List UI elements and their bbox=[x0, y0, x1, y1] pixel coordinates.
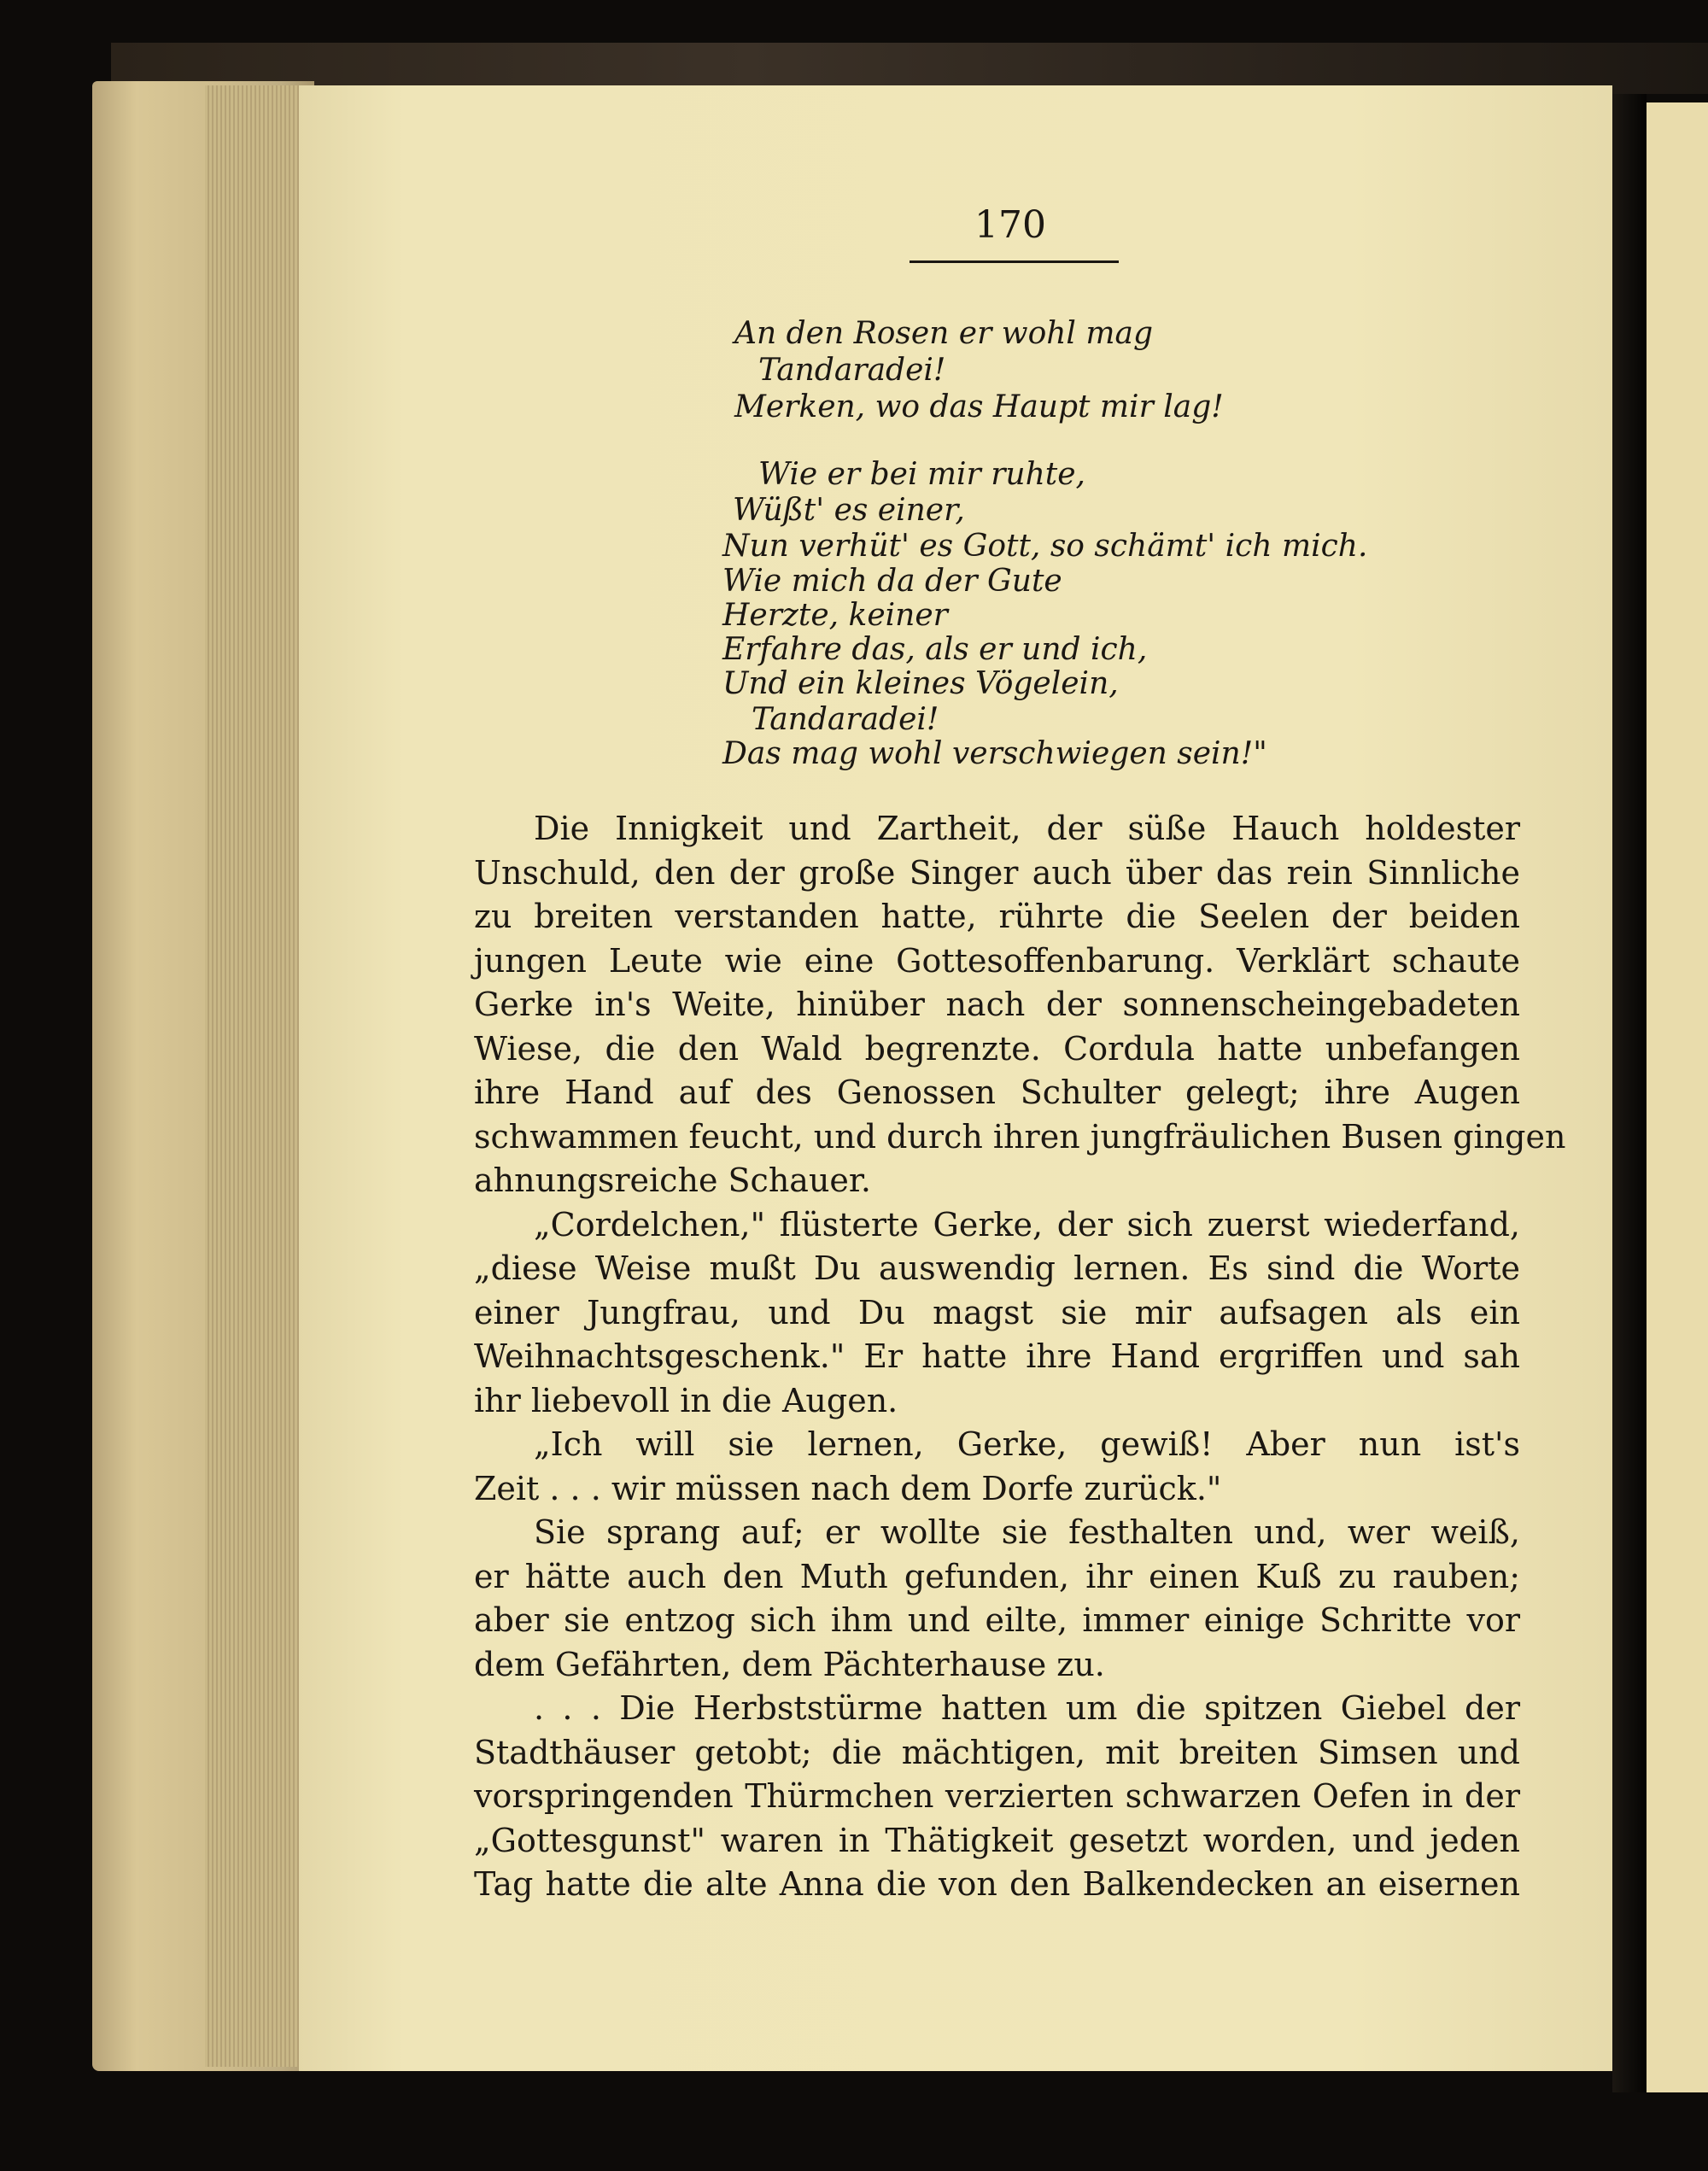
page-number: 170 bbox=[974, 203, 1046, 247]
poem-line: Wie mich da der Gute bbox=[722, 564, 1062, 599]
text-line: Unschuld, den der große Singer auch über das rein Sinnliche bbox=[474, 853, 1520, 892]
text-line: Wiese, die den Wald begrenzte. Cordula hatte unbefangen bbox=[474, 1029, 1520, 1068]
poem-line: An den Rosen er wohl mag bbox=[734, 316, 1154, 351]
book-gutter bbox=[1612, 94, 1647, 2092]
text-line: aber sie entzog sich ihm und eilte, immer einige Schritte vor bbox=[474, 1601, 1520, 1639]
text-line: ihre Hand auf des Genossen Schulter gelegt; ihre Augen bbox=[474, 1074, 1520, 1111]
text-line: einer Jungfrau, und Du magst sie mir aufsagen als ein bbox=[474, 1293, 1520, 1331]
text-line: Gerke in's Weite, hinüber nach der sonnenscheingebadeten bbox=[474, 986, 1520, 1023]
poem-line: Erfahre das, als er und ich, bbox=[722, 632, 1148, 667]
text-line: „diese Weise mußt Du auswendig lernen. Es sind die Worte bbox=[474, 1249, 1520, 1287]
poem-line: Wie er bei mir ruhte, bbox=[758, 457, 1085, 492]
text-line: Sie sprang auf; er wollte sie festhalten und, wer weiß, bbox=[534, 1513, 1520, 1551]
text-line: Zeit . . . wir müssen nach dem Dorfe zurück." bbox=[474, 1469, 1222, 1507]
poem-line: Tandaradei! bbox=[752, 702, 939, 737]
text-line: zu breiten verstanden hatte, rührte die Seelen der beiden bbox=[474, 898, 1520, 935]
text-line: vorspringenden Thürmchen verzierten schwarzen Oefen in der bbox=[474, 1777, 1520, 1815]
header-rule bbox=[910, 260, 1119, 263]
poem-line: Merken, wo das Haupt mir lag! bbox=[734, 389, 1224, 424]
poem-line: Wüßt' es einer, bbox=[733, 493, 965, 528]
prose-text bbox=[474, 807, 1566, 1907]
text-line: Tag hatte die alte Anna die von den Balkendecken an eisernen bbox=[474, 1865, 1520, 1903]
text-line: . . . Die Herbststürme hatten um die spitzen Giebel der bbox=[534, 1689, 1520, 1727]
text-line: „Gottesgunst" waren in Thätigkeit gesetzt worden, und jeden bbox=[474, 1821, 1520, 1859]
poem-line: Nun verhüt' es Gott, so schämt' ich mich. bbox=[722, 529, 1368, 564]
poem-line: Und ein kleines Vögelein, bbox=[722, 666, 1119, 701]
text-line: Stadthäuser getobt; die mächtigen, mit breiten Simsen und bbox=[474, 1733, 1520, 1771]
text-line: jungen Leute wie eine Gottesoffenbarung. Verklärt schaute bbox=[474, 941, 1520, 980]
text-line: „Ich will sie lernen, Gerke, gewiß! Aber nun ist's bbox=[534, 1425, 1520, 1463]
poem-line: Herzte, keiner bbox=[722, 598, 948, 633]
text-line: dem Gefährten, dem Pächterhause zu. bbox=[474, 1645, 1105, 1683]
text-line: schwammen feucht, und durch ihren jungfräulichen Busen gingen bbox=[474, 1117, 1566, 1156]
text-line: Die Innigkeit und Zartheit, der süße Hauch holdester bbox=[534, 810, 1520, 847]
text-line: er hätte auch den Muth gefunden, ihr einen Kuß zu rauben; bbox=[474, 1557, 1520, 1595]
text-line: Weihnachtsgeschenk." Er hatte ihre Hand ergriffen und sah bbox=[474, 1337, 1520, 1375]
poem-line: Tandaradei! bbox=[758, 353, 946, 388]
facing-page bbox=[1647, 102, 1708, 2092]
text-line: „Cordelchen," flüsterte Gerke, der sich zuerst wiederfand, bbox=[534, 1205, 1520, 1243]
poem-line: Das mag wohl verschwiegen sein!" bbox=[722, 736, 1267, 771]
text-line: ihr liebevoll in die Augen. bbox=[474, 1381, 898, 1419]
text-line: ahnungsreiche Schauer. bbox=[474, 1162, 871, 1199]
page-edges bbox=[205, 85, 307, 2067]
